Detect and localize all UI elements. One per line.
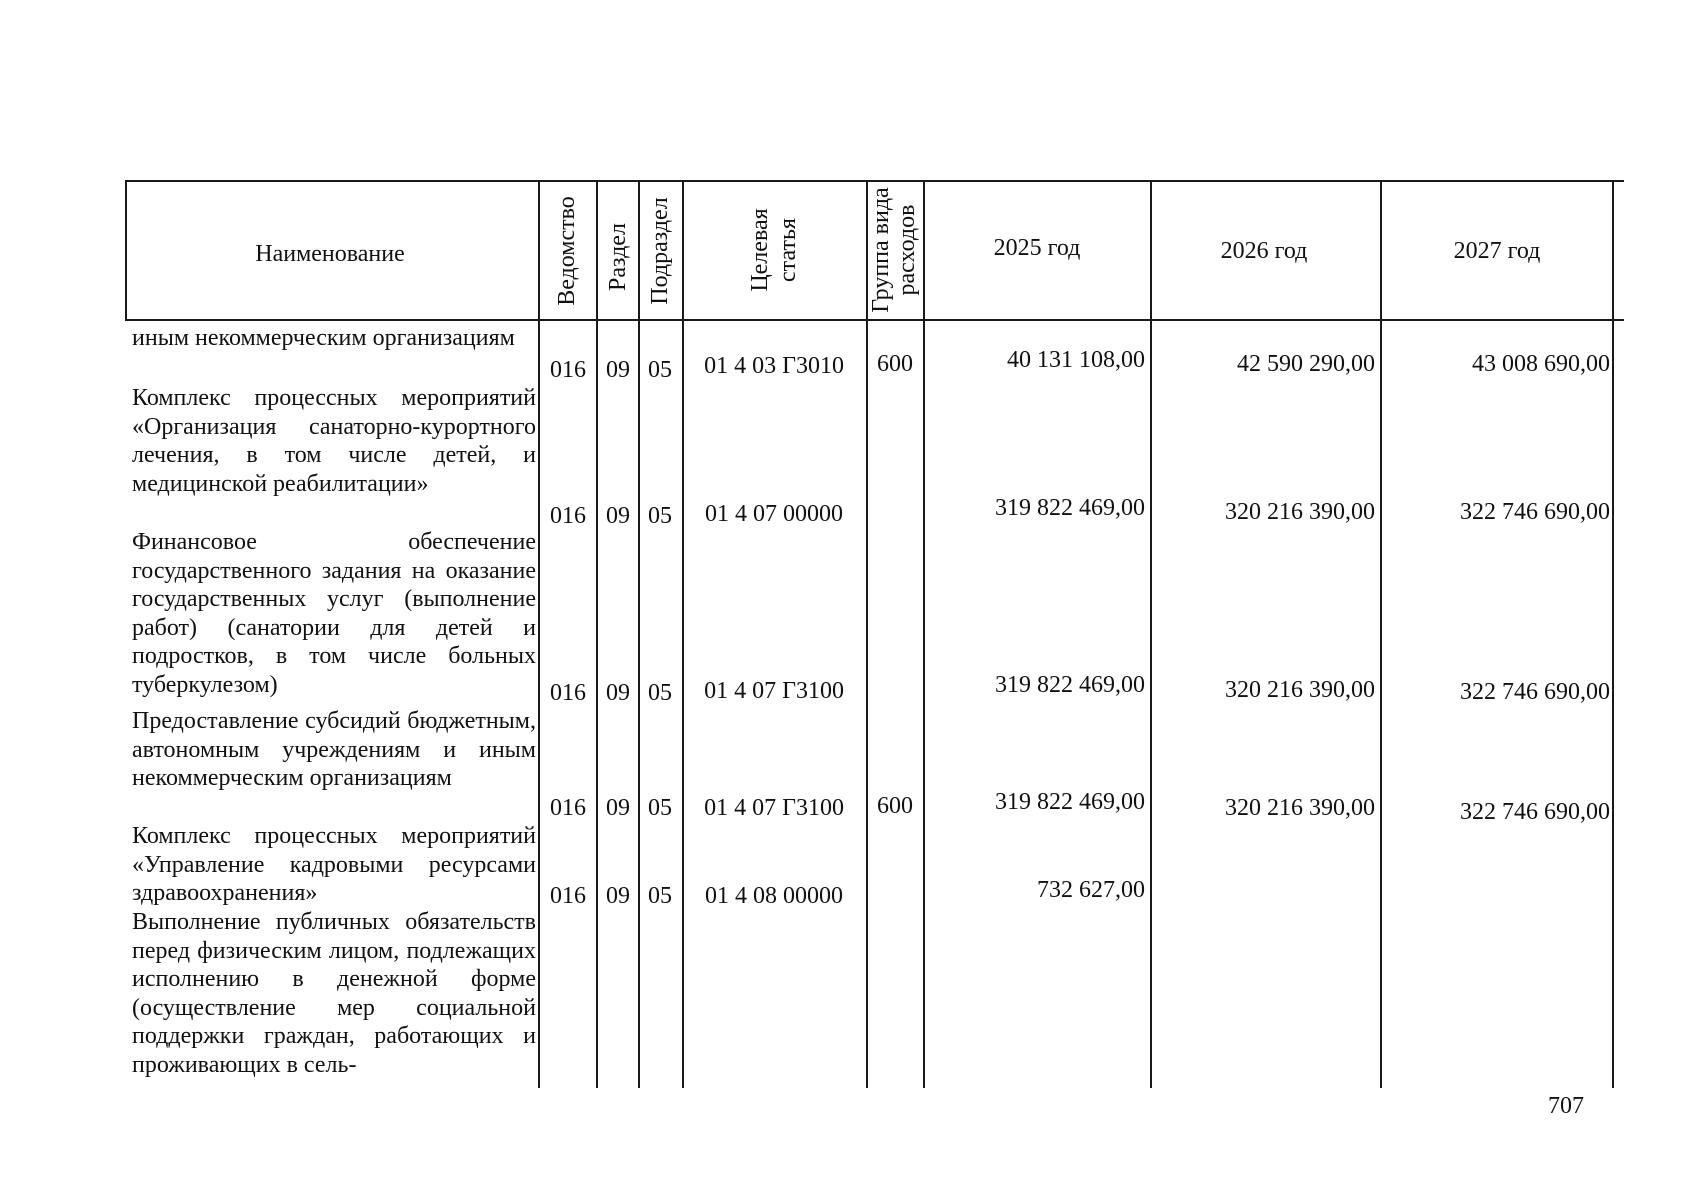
column-border [1380,180,1382,1088]
header-name: Наименование [255,241,405,267]
row-tselevaya: 01 4 08 00000 [705,883,843,909]
header-gruppa-line1: Группа вида [868,187,894,313]
row-2026: 320 216 390,00 [1225,795,1375,821]
header-year-2027: 2027 год [1453,238,1541,264]
column-border [923,180,925,1088]
row-2027: 43 008 690,00 [1472,351,1610,377]
row-podrazdel: 05 [648,795,672,821]
header-podrazdel: Подраздел [647,197,673,305]
header-vedomstvo: Ведомство [554,196,580,306]
row-2026: 42 590 290,00 [1237,351,1375,377]
column-border [638,180,640,1088]
row-name: Выполнение публичных обязательств перед физическим лицом, подлежащих исполнению в денежной форме (осуществление мер социальной поддержки граждан, работающих и проживающих в сель- [132,909,536,1078]
row-2025: 319 822 469,00 [995,672,1145,698]
header-gruppa-vida [868,180,920,320]
column-border [538,180,540,1088]
header-year-2026: 2026 год [1220,238,1308,264]
header-year-2025: 2025 год [993,235,1081,261]
row-2027: 322 746 690,00 [1460,799,1610,825]
row-razdel: 09 [606,357,630,383]
row-vedomstvo: 016 [550,795,586,821]
row-2025: 319 822 469,00 [995,495,1145,521]
row-vid: 600 [877,351,913,377]
row-tselevaya: 01 4 07 Г3100 [704,795,844,821]
row-razdel: 09 [606,680,630,706]
row-tselevaya: 01 4 07 00000 [705,501,843,527]
row-2027: 322 746 690,00 [1460,679,1610,705]
row-podrazdel: 05 [648,357,672,383]
row-name: Комплекс процессных мероприятий «Организация санаторно-курортного лечения, в том числе детей, и медицинской реабилитации» [132,385,536,497]
row-vedomstvo: 016 [550,883,586,909]
column-border [682,180,684,1088]
row-razdel: 09 [606,795,630,821]
row-2025: 40 131 108,00 [1007,347,1145,373]
header-tselevaya-line2: статья [775,218,801,282]
row-tselevaya: 01 4 03 Г3010 [704,353,844,379]
row-razdel: 09 [606,503,630,529]
row-podrazdel: 05 [648,883,672,909]
row-2025: 319 822 469,00 [995,789,1145,815]
header-gruppa-line2: расходов [894,204,920,296]
row-name: Предоставление субсидий бюджетным, автономным учреждениям и иным некоммерческим организациям [132,708,536,791]
row-vid: 600 [877,793,913,819]
row-name: иным некоммерческим организациям [132,325,515,351]
row-razdel: 09 [606,883,630,909]
row-2026: 320 216 390,00 [1225,677,1375,703]
header-razdel: Раздел [605,223,631,291]
row-2025: 732 627,00 [1037,877,1145,903]
page-number: 707 [1548,1093,1584,1119]
header-tselevaya-statya [746,200,802,300]
row-name: Комплекс процессных мероприятий «Управление кадровыми ресурсами здравоохранения» [132,823,536,906]
row-tselevaya: 01 4 07 Г3100 [704,678,844,704]
row-podrazdel: 05 [648,503,672,529]
row-name: Финансовое обеспечение государственного задания на оказание государственных услуг (выполнение работ) (санатории для детей и подростков, в том числе больных туберкулезом) [132,529,536,698]
row-podrazdel: 05 [648,680,672,706]
row-vedomstvo: 016 [550,680,586,706]
row-vedomstvo: 016 [550,357,586,383]
header-tselevaya-line1: Целевая [747,208,773,292]
column-border [596,180,598,1088]
row-vedomstvo: 016 [550,503,586,529]
column-border [1612,180,1614,1088]
row-2026: 320 216 390,00 [1225,499,1375,525]
column-border [1150,180,1152,1088]
row-2027: 322 746 690,00 [1460,499,1610,525]
